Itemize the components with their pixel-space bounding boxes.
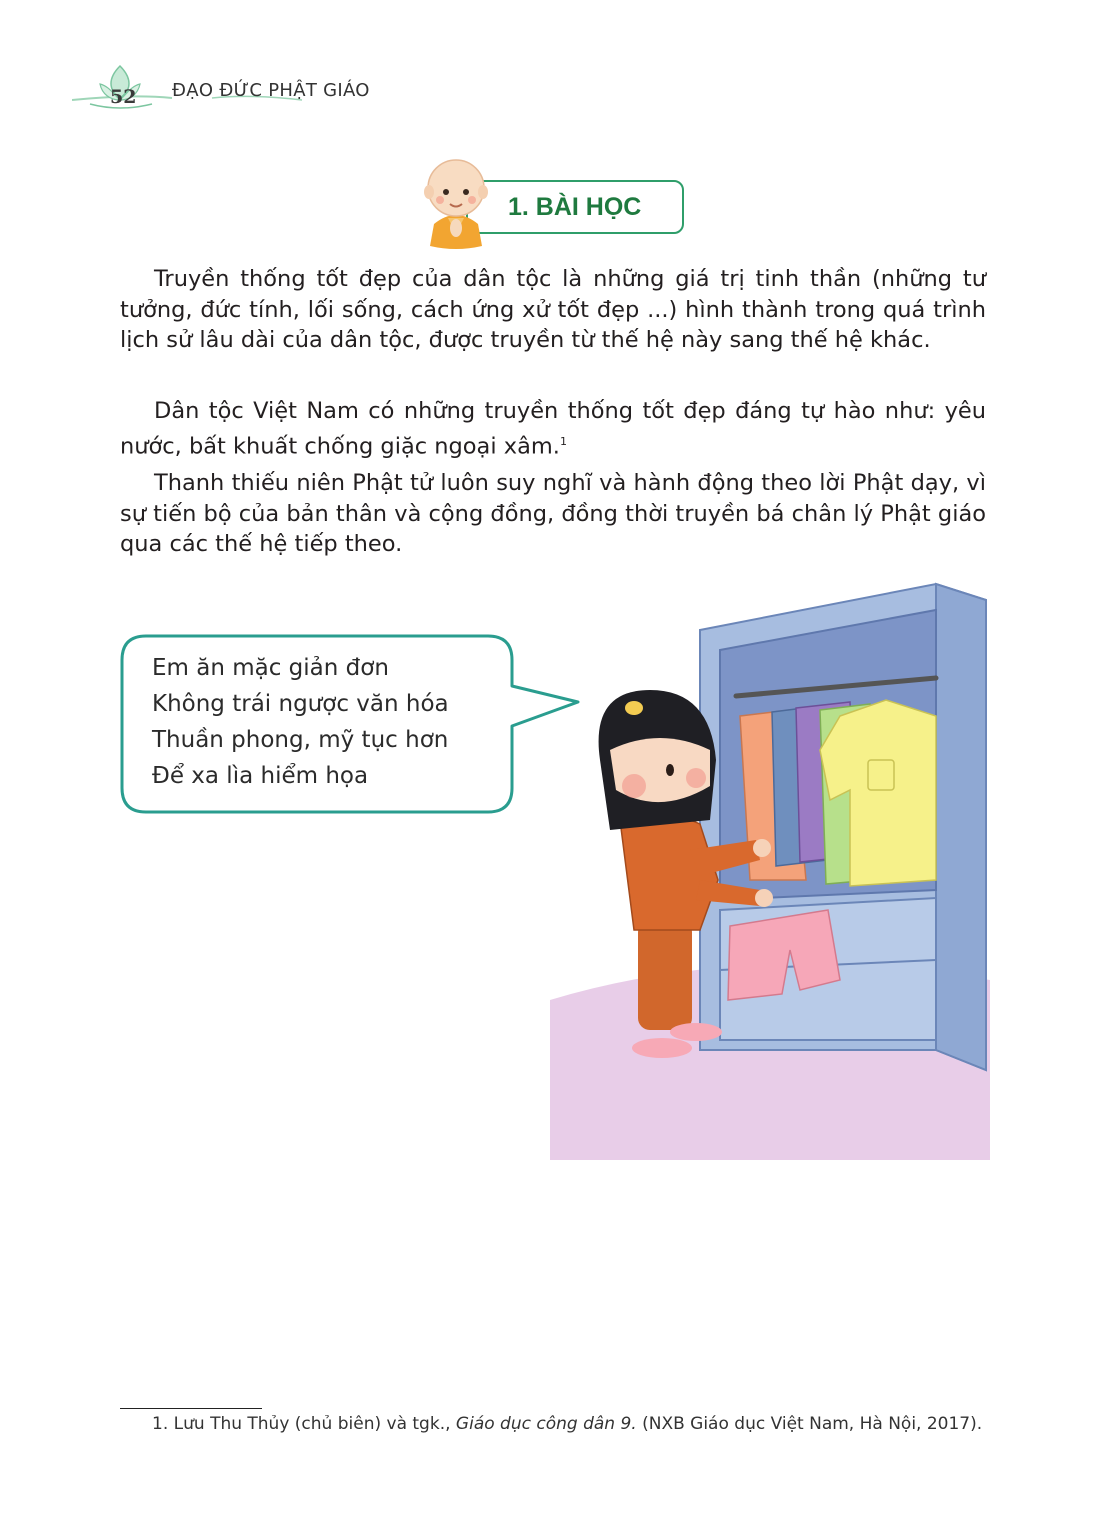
footnote-title: Giáo dục công dân 9.	[455, 1414, 637, 1434]
monk-icon	[420, 154, 492, 250]
paragraph-3: Thanh thiếu niên Phật tử luôn suy nghĩ và hành động theo lời Phật dạy, vì sự tiến bộ của bản thân và cộng đồng, đồng thời truyền bá chân lý Phật giáo qua các thế hệ tiếp theo.	[120, 470, 986, 557]
paragraph-1: Truyền thống tốt đẹp của dân tộc là những giá trị tinh thần (những tư tưởng, đức tính, lối sống, cách ứng xử tốt đẹp ...) hình thành trong quá trình lịch sử lâu dài của dân tộc, được truyền từ thế hệ này sang thế hệ khác.	[120, 266, 986, 353]
footnote	[152, 1414, 982, 1434]
bubble-line-2: Không trái ngược văn hóa	[152, 691, 449, 717]
section-title-box	[466, 180, 684, 234]
bubble-line-1: Em ăn mặc giản đơn	[152, 655, 389, 681]
speech-bubble-text	[152, 650, 449, 794]
paragraph-2	[120, 396, 986, 462]
footnote-authors: Lưu Thu Thủy (chủ biên) và tgk.,	[173, 1414, 451, 1434]
footnote-number: 1.	[152, 1414, 169, 1434]
paragraph-2-text: Dân tộc Việt Nam có những truyền thống tốt đẹp đáng tự hào như: yêu nước, bất khuất chống giặc ngoại xâm.	[120, 398, 986, 459]
page-number: 52	[110, 86, 137, 108]
footnote-reference: 1	[559, 434, 567, 448]
section-title: 1. BÀI HỌC	[508, 193, 642, 221]
girl-wardrobe-illustration	[550, 580, 990, 1160]
footnote-publisher: (NXB Giáo dục Việt Nam, Hà Nội, 2017).	[642, 1414, 983, 1434]
running-title: ĐẠO ĐỨC PHẬT GIÁO	[172, 80, 370, 101]
bubble-line-4: Để xa lìa hiểm họa	[152, 763, 369, 789]
bubble-line-3: Thuần phong, mỹ tục hơn	[152, 727, 449, 753]
footnote-rule	[120, 1408, 262, 1409]
